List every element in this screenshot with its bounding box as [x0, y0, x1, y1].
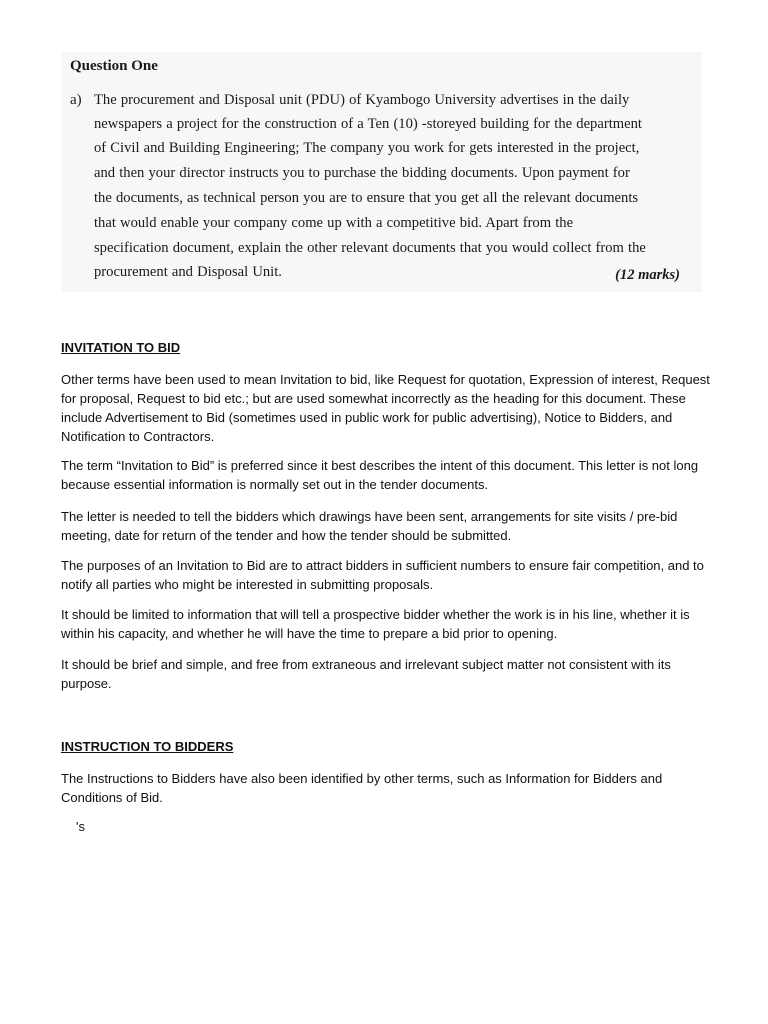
question-line: procurement and Disposal Unit.	[94, 264, 282, 280]
question-line: and then your director instructs you to purchase the bidding documents. Upon payment for	[94, 165, 630, 181]
paragraph: It should be brief and simple, and free from extraneous and irrelevant subject matter not consistent with its purpose.	[61, 657, 671, 691]
question-line: newspapers a project for the construction of a Ten (10) -storeyed building for the department	[94, 116, 642, 132]
paragraph: The Instructions to Bidders have also been identified by other terms, such as Information for Bidders and Conditions of Bid.	[61, 771, 663, 805]
paragraph: The letter is needed to tell the bidders which drawings have been sent, arrangements for site visits / pre-bid meeting, date for return of the tender and how the tender should be submitted.	[61, 509, 678, 543]
section-heading-instruction: INSTRUCTION TO BIDDERS	[61, 739, 234, 754]
question-line: of Civil and Building Engineering; The company you work for gets interested in the project,	[94, 140, 640, 156]
section-heading-invitation: INVITATION TO BID	[61, 340, 181, 355]
question-line: specification document, explain the other relevant documents that you would collect from the	[94, 240, 646, 256]
question-line: the documents, as technical person you are to ensure that you get all the relevant documents	[94, 190, 639, 206]
question-marks: (12 marks)	[615, 267, 680, 283]
question-line: that would enable your company come up with a competitive bid. Apart from the	[94, 215, 574, 231]
question-line: The procurement and Disposal unit (PDU) of Kyambogo University advertises in the daily	[94, 92, 630, 108]
stray-text: 's	[76, 819, 85, 834]
paragraph: It should be limited to information that will tell a prospective bidder whether the work is in his line, whether it is within his capacity, and whether he will have the time to prepare a bid prior to opening.	[61, 607, 690, 641]
paragraph: The purposes of an Invitation to Bid are to attract bidders in sufficient numbers to ensure fair competition, and to notify all parties who might be interested in submitting proposals.	[61, 558, 704, 592]
question-label: a)	[70, 92, 82, 108]
paragraph: Other terms have been used to mean Invitation to bid, like Request for quotation, Expression of interest, Request for proposal, Request to bid etc.; but are used somewhat incorrectly as the heading for this document. These include Advertisement to Bid (sometimes used in public work for public advertising), Notice to Bidders, and Notification to Contractors.	[61, 372, 710, 444]
paragraph: The term “Invitation to Bid” is preferred since it best describes the intent of this document. This letter is not long because essential information is normally set out in the tender documents.	[61, 458, 699, 492]
question-scan-image	[62, 52, 702, 292]
question-title: Question One	[70, 58, 158, 74]
